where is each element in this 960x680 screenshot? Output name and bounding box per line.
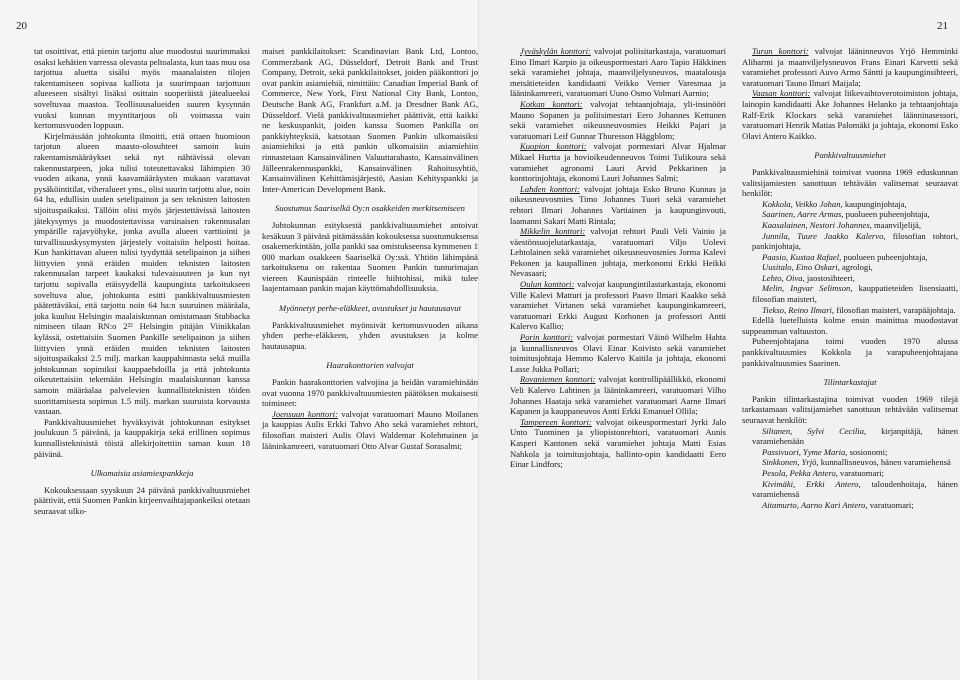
- person-name: Passivuori, Yyme Maria,: [762, 446, 848, 457]
- office-entry: [262, 409, 478, 451]
- person-name: Sinkkonen, Yrjö,: [762, 457, 819, 468]
- person-role: jaostosihteeri,: [804, 272, 855, 283]
- section-heading: Tilintarkastajat: [823, 377, 877, 388]
- person-role: maanviljelijä,: [871, 219, 921, 230]
- list-item: [742, 283, 958, 304]
- office-entry: [510, 226, 726, 279]
- column-4: [742, 46, 958, 510]
- office-entry: [510, 374, 726, 416]
- section-heading: Ulkomaisia asiamiespankkeja: [90, 468, 194, 479]
- office-entry: [510, 141, 726, 183]
- paragraph: tat osoittivat, että pienin tarjottu alue muodostui suurimmaksi osaksi kehätien varressa olevasta peltoalasta, kun taas muu osa tarjottua aluetta sisälsi myös maanalaisten tilojen rakentamiseen sopivaa kalliota ja suurimpaan tarjottuun alueeseen sisältyi lisäksi osittain suoperäistä jätealueeksi soveltuvaa maastoa. Teollisuusalueiden suuren kysynnän vuoksi kunnan myyntitarjous oli voimassa vain kertomusvuoden loppuun.: [34, 46, 250, 131]
- person-role: kirjanpitäjä, hänen varamiehenään: [752, 425, 958, 447]
- office-text: valvojat liikevaihtoverotoimiston johtaja, lainopin kandidaatti Åke Johannes Helanko ja tehtaanjohtaja Ralf-Erik Klockars sekä varamiehet läänninasessori, varatuomari Henrik Matias Palomäki ja johtaja, ekonomi Esko Olavi Antero Kaikko.: [742, 88, 958, 141]
- column-2: [262, 46, 478, 451]
- section-heading: Myönnetyt perhe-eläkkeet, avustukset ja hautausavut: [279, 303, 461, 314]
- member-list: [742, 199, 958, 316]
- person-role: kauppatieteiden lisensiaatti, filosofian maisteri,: [752, 283, 958, 305]
- list-item: [742, 252, 958, 263]
- list-item: [742, 273, 958, 284]
- office-entry: [742, 46, 958, 88]
- list-item: [742, 231, 958, 252]
- office-name: Oulun konttori:: [520, 279, 575, 290]
- person-role: varatuomari;: [837, 467, 884, 478]
- person-role: kunnallisneuvos, hänen varamiehensä: [818, 457, 951, 468]
- office-name: Vaasan konttori:: [752, 88, 811, 99]
- paragraph: Edellä luetelluista kolme ensin mainittua muodostavat suppeamman valtuuston.: [742, 315, 958, 336]
- person-name: Aitamurto, Aarno Kari Antero,: [762, 499, 868, 510]
- office-name: Kuopion konttori:: [520, 141, 587, 152]
- list-item: [742, 199, 958, 210]
- office-text: valvojat johtaja Esko Bruno Kunnas ja oikeusneuvosmies Timo Johannes Tuori sekä varamiehet rehtori Ilmari Johannes Vartiainen ja kaupunginvouti, laamanni Sakari Matti Rintala;: [510, 183, 726, 226]
- office-name: Jyväskylän konttori:: [520, 46, 591, 56]
- person-role: sosionomi;: [847, 446, 888, 457]
- person-role: varatuomari;: [867, 499, 914, 510]
- page-number-right: 21: [937, 20, 948, 32]
- office-entry: [510, 279, 726, 332]
- list-item: [742, 220, 958, 231]
- section-heading: Haarakonttorien valvojat: [326, 360, 414, 371]
- person-role: kaupunginjohtaja,: [842, 198, 907, 209]
- paragraph: Pankkivaltuusmiehet myönsivät kertomusvuoden aikana yhden perhe-eläkkeen, yhden avustuksen ja kolme hautausapua.: [262, 319, 478, 351]
- office-entry: [510, 332, 726, 374]
- list-item: [742, 426, 958, 447]
- office-text: valvojat kaupungintilastarkastaja, ekonomi Ville Kalevi Matturi ja professori Paavo Ilmari Kaakko sekä varamiehet Virtanen sekä varamiehet kaupunginkamreeri, varatuomari Erkki August Korhonen ja professori Antti Kalervo Kallio;: [510, 279, 726, 332]
- person-role: filosofian tohtori, pankinjohtaja,: [752, 230, 958, 252]
- office-entry: [510, 184, 726, 226]
- office-text: valvojat lääninneuvos Yrjö Hemminki Aliharmi ja maanviljelysneuvos Frans Einari Karvetti sekä varamiehet professori Auvo Armo Säntti ja kaupunginsihteeri, varatuomari Tauno Ilmari Maijala;: [742, 46, 959, 88]
- office-name: Lahden konttori:: [520, 183, 580, 194]
- person-role: agrologi,: [839, 262, 873, 273]
- person-name: Pesola, Pekka Antero,: [762, 467, 838, 478]
- office-text: valvojat oikeuspormestari Jyrki Jalo Unto Tuominen ja yliopistonrehtori, varatuomari Aunis Kasperi Kantonen sekä varamiehet johtaja Matti Esias Nahkola ja toimitusjohtaja, hallinto-opin kandidaatti Eero Einar Lindfors;: [510, 416, 727, 470]
- person-role: puolueen puheenjohtaja,: [841, 251, 928, 262]
- office-entry: [510, 417, 726, 470]
- list-item: [742, 457, 958, 468]
- paragraph: Kokouksessaan syyskuun 24 päivänä pankkivaltuusmiehet päättivät, että Suomen Pankin kirjeenvaihtajapankeiksi otetaan seuraavat ulko-: [34, 484, 250, 516]
- paragraph: Puheenjohtajana toimi vuoden 1970 alussa pankkivaltuusmies Kokkola ja varapuheenjohtajana pankkivaltuusmies Saarinen.: [742, 336, 958, 368]
- office-entry: [510, 99, 726, 141]
- list-item: [742, 479, 958, 500]
- person-name: Uusitalo, Eino Oskari,: [762, 262, 840, 273]
- person-name: Siltanen, Sylvi Cecilia,: [762, 425, 867, 436]
- office-text: valvojat pormestari Väinö Wilhelm Hahta ja kunnallisneuvos Olavi Einar Koivisto sekä varamiehet toimitusjohtaja Hemmo Kalervo Kaitila ja johtaja, ekonomi Lasse Jukka Pollari;: [510, 332, 726, 374]
- person-name: Melin, Ingvar Selimson,: [762, 283, 853, 294]
- paragraph: Pankkivaltuusmiehinä toimivat vuonna 1969 eduskunnan valitsijamiesten sanottuun tehtävään valitsemat seuraavat henkilöt:: [742, 166, 958, 199]
- office-name: Rovaniemen konttori:: [520, 374, 596, 385]
- person-name: Saarinen, Aarre Armas,: [762, 209, 844, 220]
- list-item: [742, 468, 958, 479]
- list-item: [742, 447, 958, 458]
- office-name: Tampereen konttori:: [520, 416, 592, 427]
- list-item: [742, 209, 958, 220]
- office-name: Porin konttori:: [520, 332, 574, 343]
- section-heading: Suostumus Saariselkä Oy:n osakkeiden merkitsemiseen: [275, 203, 465, 214]
- column-3: [510, 46, 726, 470]
- office-text: valvojat tehtaanjohtaja, yli-insinööri Mauno Sopanen ja poliisimestari Eero Johannes Kettunen sekä varamiehet oikeusneuvosmies Heikki Pajari ja varatuomari Leif Gunnar Thuresson Häggblom;: [510, 98, 726, 141]
- page-number-left: 20: [16, 20, 27, 32]
- person-name: Lehto, Oiva,: [762, 272, 805, 283]
- person-name: Paasio, Kustaa Rafael,: [762, 251, 842, 262]
- office-name: Joensuun konttori:: [272, 408, 338, 419]
- person-role: puolueen puheenjohtaja,: [843, 209, 930, 220]
- office-entry: [742, 88, 958, 141]
- paragraph: maiset pankkilaitokset: Scandinavian Bank Ltd, Lontoo, Commerzbank AG, Düsseldorf, Detroit Bank and Trust Company, Detroit, sekä pankkilaitokset, joiden pääkonttori jo ovat pankin asiamiehiä, nimittäin: Canadian Imperial Bank of Commerce, New York, First National City Bank, Lontoo, Deutsche Bank AG, Frankfurt a.M. ja Dresdner Bank AG, Düsseldorf. Vielä pankkivaltuusmiehet päättivät, että kaikki ne keskuspankit, joiden kanssa Suomen Pankilla on pankkiyhteyksiä, katsotaan Suomen Pankin ulkomaisiksi asiamiehiksi ja että pankin ulkomaisiin asiamiehiin rinnastetaan Kansainvälinen Valuuttarahasto, Kansainvälinen Jälleenrakennuspankki, Kansainvälinen Rahoitusyhtiö, Kansainvälinen Kehittämisjärjestö, Aasian Kehityspankki ja Inter-American Development Bank.: [262, 46, 478, 194]
- office-text: valvojat kontrollipäällikkö, ekonomi Veli Kalervo Lahtinen ja lääninkamreeri, varatuomari Vilho Johannes Haataja sekä varamiehet varatuomari Aarne Ilmari Kapanen ja kauppaneuvos Antti Erkki Emanuel Ollila;: [510, 374, 726, 417]
- person-role: taloudenhoitaja, hänen varamiehensä: [752, 478, 958, 500]
- paragraph: Pankin tilintarkastajina toimivat vuoden 1969 tilejä tarkastamaan valitsijamiehet sanottuun tehtävään valitsemat seuraavat henkilöt:: [742, 393, 958, 425]
- office-text: valvojat pormestari Alvar Hjalmar Mikael Hurtta ja hovioikeudenneuvos Toimi Tulikoura sekä varamiehet agronomi Lauri Arvid Pekkarinen ja konttorinjohtaja, ekonomi Lauri Johannes Salmi;: [510, 141, 726, 184]
- column-1: [34, 46, 250, 517]
- right-page: [480, 0, 960, 680]
- list-item: [742, 305, 958, 316]
- person-name: Tiekso, Reino Ilmari,: [762, 304, 835, 315]
- section-heading: Pankkivaltuusmiehet: [814, 150, 886, 161]
- list-item: [742, 500, 958, 511]
- office-text: valvojat poliisitarkastaja, varatuomari Eino Ilmari Karpio ja oikeuspormestari Aaro Tapio Häkkinen sekä varamiehet johtaja, maanviljelysneuvos, maatalousja metsätieteiden kandidaatti Veikko Verner Varesmaa ja lääninkamreeri, varatuomari Uuno Osmo Volmari Aarnio;: [510, 46, 726, 99]
- paragraph: Kirjelmässään johtokunta ilmoitti, että ottaen huomioon tarjotun alueen maasto-olosuhteet samoin kuin rakentamismääräykset sekä nyt nähtävissä olevan rakennustarpeen, joka tulisi toteutettavaksi lähimpien 30 vuoden aikana, ynnä kaavamääräysten mukaan varattavat pysäköintitilat, viheralueet yms., olisi suurin tarjottu alue, noin 64 ha, edullisin uuden setelipainon ja sen teknisten laitosten sijoituspaikaksi. Tällöin olisi myös järjestettävissä laitosten jätekysymys ja muodostettavissa varsinaisen rakennusalan ympärille rajavyöhyke, jonka avulla alueen varttiointi ja turvallisuuskysymysten järjestely voitaisiin helposti hoitaa. Kun hankittavan alueen tulisi tyydyttää setelipainon ja siihen liittyvien ynnä eräiden muiden teknisten laitosten rakennusalan tarpeet kaukaksi tulevaisuuteen ja kun nyt tarjottu sopivalla etäisyydellä kaupungista tarkoitukseen soveltuva alue, johtokunta esitti pankkivaltuusmiesten päätettäväksi, että tarjottu noin 64 ha:n suuruinen määräala, joka kuuluu Helsingin maalaiskunnan omistamaan Stubbacka nimiseen tilaan RN:o 2²² Helsingin pitäjän Viinikkalan kylässä, ostettaisiin Suomen Pankille setelipainon ja siihen liittyvien ynnä eräiden muiden teknisten laitosten sijoituspaikaksi 2.5 milj. markan kauppahinnasta sekä muilla johtokunnan sopimiksi kauppaehdoilla ja että johtokunta oikeutettaisiin tekemään Helsingin maalaiskunnan kanssa samoin määräalaa palvelevien kunnallisteknisten töiden suorittamisesta sopimus 1.5 milj. markan suuruista korvausta vastaan.: [34, 130, 251, 417]
- office-entry: [510, 46, 726, 99]
- paragraph: Pankin haarakonttorien valvojina ja heidän varamiehinään ovat vuonna 1970 pankkivaltuusmiesten päätöksen mukaisesti toimineet:: [262, 377, 478, 409]
- office-name: Turun konttori:: [752, 46, 809, 56]
- paragraph: Johtokunnan esityksestä pankkivaltuusmiehet antoivat kesäkuun 3 päivänä pitämässään kokouksessa suostumuksensa osakemerkintään, jolla pankki saa omistukseensa kymmenen 1 000 markan osakkeen Saariselkä Oy:ssä. Yhtiön lähimpänä tarkoituksena on rakentaa Suomen Pankin tunturimajan viereen Kaunispään rinteelle hiihtohissi, mikä tulee laajentamaan pankin majan käyttömahdollisuuksia.: [262, 219, 478, 294]
- auditor-list: [742, 426, 958, 511]
- office-name: Kotkan konttori:: [520, 98, 583, 109]
- person-name: Kokkola, Veikko Johan,: [762, 198, 843, 209]
- office-name: Mikkelin konttori:: [520, 226, 586, 237]
- person-name: Kaasalainen, Nestori Johannes,: [762, 219, 872, 230]
- office-text: valvojat varatuomari Mauno Moilanen ja kauppias Aulis Erkki Tahvo Aho sekä varamiehet rehtori, filosofian maisteri Aulis Olavi Waldemar Kolehmainen ja lääninkamreeri, varatuomari Otto Alvar Gustaf Sorasalmi;: [262, 408, 478, 451]
- person-name: Junnila, Tuure Jaakko Kalervo,: [762, 230, 886, 241]
- person-name: Kivimäki, Erkki Antero,: [762, 478, 861, 489]
- person-role: filosofian maisteri, varapääjohtaja.: [834, 304, 956, 315]
- list-item: [742, 262, 958, 273]
- paragraph: Pankkivaltuusmiehet hyväksyivät johtokunnan esitykset joulukuun 5 päivänä, ja kauppakirja sekä erillinen sopimus kunnallisteknisistä töistä allekirjoitettiin saman kuun 18 päivänä.: [34, 416, 250, 459]
- office-text: valvojat rehtori Pauli Veli Vainio ja väestönsuojelutarkastaja, varatuomari Viljo Uolevi Lehtolainen sekä varamiehet oikeusneuvosmies Jorma Kalevi Pekonen ja kaupallinen johtaja, merkonomi Erkki Heikki Nevasaari;: [510, 226, 726, 279]
